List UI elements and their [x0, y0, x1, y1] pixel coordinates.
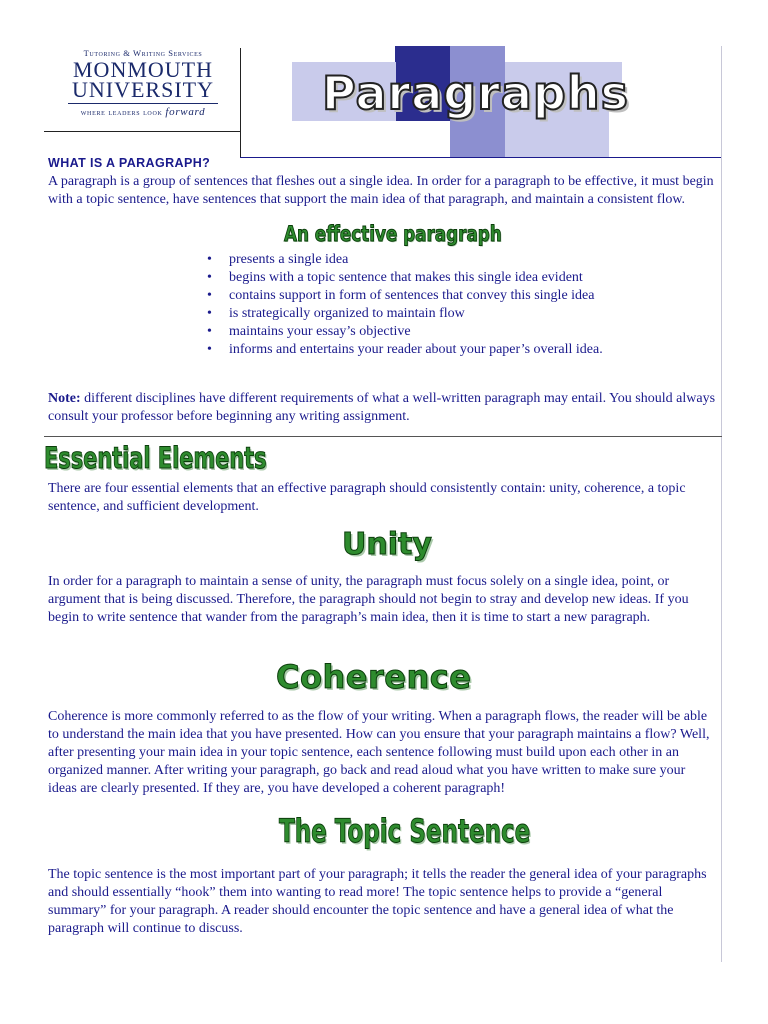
section-divider	[44, 436, 722, 437]
topic-body: The topic sentence is the most important part of your paragraph; it tells the reader the general idea of your paragraphs and should essentially “hook” them into wanting to read more! The topic sentence helps to provide a “general summary” for your paragraph. A reader should encounter the topic sentence and have a general idea of what the paragraph will continue to discuss.	[48, 867, 707, 936]
bullet-icon: •	[207, 288, 212, 303]
logo-line-2: UNIVERSITY	[72, 77, 214, 102]
unity-body: In order for a paragraph to maintain a sense of unity, the paragraph must focus solely on a single idea, point, or argument that is being discussed. Therefore, the paragraph should not begin to stray and develop new ideas. If you begin to write sentence that wander from the paragraph’s main idea, then it is time to start a new paragraph.	[48, 574, 689, 625]
logo-services: Tutoring & Writing Services	[83, 48, 203, 58]
bullet-icon: •	[207, 342, 212, 357]
header-divider-vertical	[240, 48, 241, 158]
what-is-heading: WHAT IS A PARAGRAPH?	[48, 156, 211, 170]
list-item: • presents a single idea	[207, 252, 349, 267]
topic-heading: The Topic Sentence	[279, 812, 531, 850]
bullet-icon: •	[207, 306, 212, 321]
bullet-icon: •	[207, 252, 212, 267]
note-paragraph	[48, 390, 716, 426]
bullet-icon: •	[207, 324, 212, 339]
note-label: Note:	[48, 391, 81, 406]
effective-list	[200, 251, 608, 359]
essential-heading: Essential Elements	[44, 441, 267, 475]
what-is-body: A paragraph is a group of sentences that fleshes out a single idea. In order for a paragraph to be effective, it must begin with a topic sentence, have sentences that support the main idea of that paragraph, and maintain a consistent flow.	[48, 174, 714, 207]
list-item: • maintains your essay’s objective	[207, 324, 411, 339]
list-item: • contains support in form of sentences that convey this single idea	[207, 288, 595, 303]
header-divider-right	[240, 157, 722, 158]
coherence-heading: Coherence	[276, 658, 472, 696]
list-item: • informs and entertains your reader about your paper’s overall idea.	[207, 342, 603, 357]
essential-body: There are four essential elements that an effective paragraph should consistently contain: unity, coherence, a topic sentence, and sufficient development.	[48, 481, 686, 514]
unity-heading: Unity	[342, 527, 432, 562]
page-right-rule	[721, 46, 722, 962]
coherence-body: Coherence is more commonly referred to as the flow of your writing. When a paragraph flows, the reader will be able to understand the main idea that you have presented. How can you ensure that your paragraph maintains a flow? Well, after presenting your main idea in your topic sentence, each sentence following must build upon each other in an organized manner. After writing your paragraph, go back and read aloud what you have written to make sure your ideas are clearly presented. If they are, you have developed a coherent paragraph!	[48, 709, 710, 796]
effective-heading: An effective paragraph	[284, 222, 502, 246]
monmouth-logo	[68, 48, 218, 118]
note-text: different disciplines have different requirements of what a well-written paragraph may entail. You should always consult your professor before beginning any writing assignment.	[48, 391, 716, 424]
list-item: • begins with a topic sentence that makes this single idea evident	[207, 270, 583, 285]
logo-rule	[68, 103, 218, 104]
header-divider-left	[44, 131, 240, 132]
logo-tagline: where leaders look forward	[80, 106, 206, 118]
list-item: • is strategically organized to maintain flow	[207, 306, 465, 321]
logo-line-1: MONMOUTH	[73, 57, 213, 82]
bullet-icon: •	[207, 270, 212, 285]
page-title: Paragraphs	[322, 66, 629, 120]
